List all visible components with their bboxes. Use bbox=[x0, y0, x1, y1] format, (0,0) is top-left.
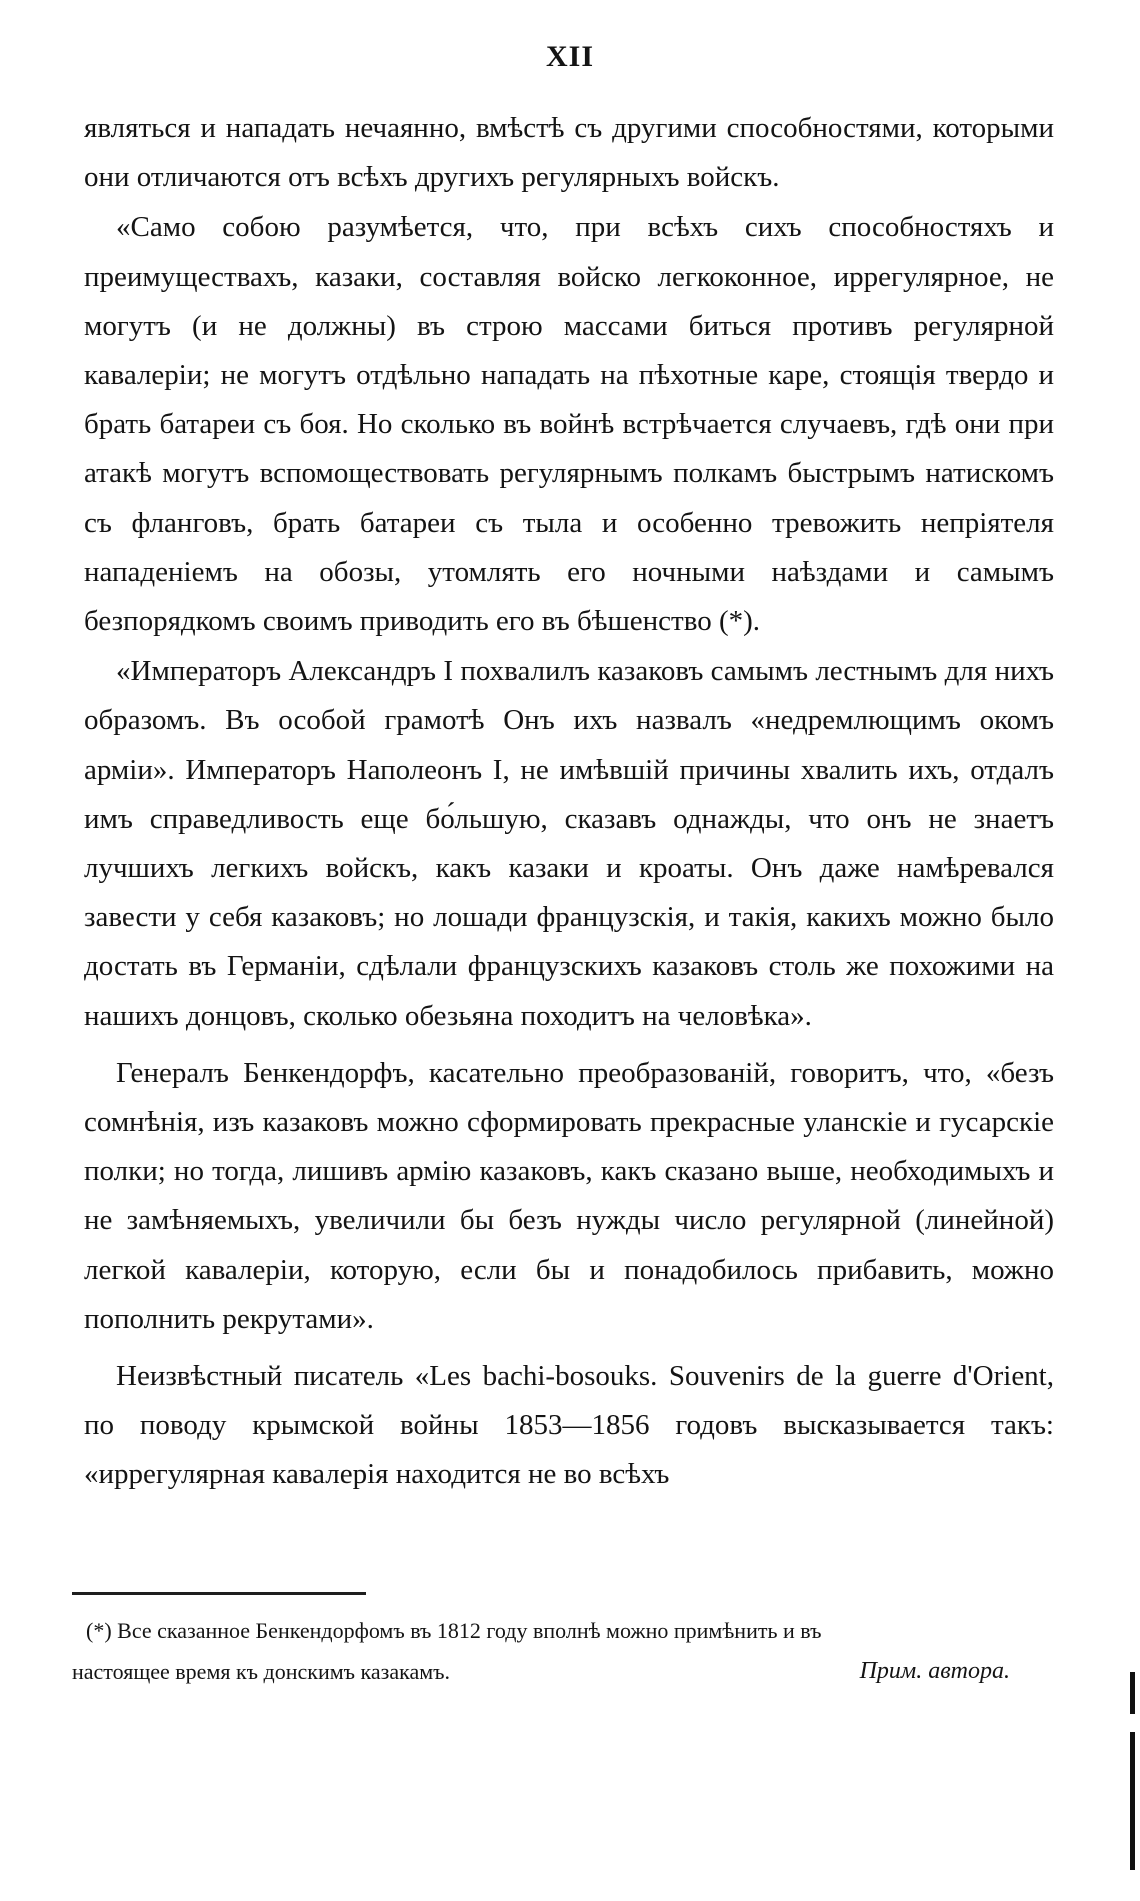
paragraph-2: «Само собою разумѣется, что, при всѣхъ сихъ способностяхъ и преимуществахъ, казаки, составляя войско легкоконное, иррегулярное, не могутъ (и не должны) въ строю массами биться противъ регулярной кавалеріи; не могутъ отдѣльно нападать на пѣхотные каре, стоящія твердо и брать батареи съ боя. Но сколько въ войнѣ встрѣчается случаевъ, гдѣ они при атакѣ могутъ вспомоществовать регулярнымъ полкамъ быстрымъ натискомъ съ фланговъ, брать батареи съ тыла и особенно тревожить непріятеля нападеніемъ на обозы, утомлять его ночными наѣздами и самымъ безпорядкомъ своимъ приводить его въ бѣшенство (*). bbox=[84, 211, 1054, 638]
footnote bbox=[72, 1610, 1054, 1692]
page-number: XII bbox=[545, 40, 594, 73]
paragraph-3: «Императоръ Александръ I похвалилъ казаковъ самымъ лестнымъ для нихъ образомъ. Въ особой грамотѣ Онъ ихъ назвалъ «недремлющимъ окомъ арміи». Императоръ Наполеонъ I, не имѣвшій причины хвалить ихъ, отдалъ имъ справедливость еще бо́льшую, сказавъ однажды, что онъ не знаетъ лучшихъ легкихъ войскъ, какъ казаки и кроаты. Онъ даже намѣревался завести у себя казаковъ; но лошади французскія, и такія, какихъ можно было достать въ Германіи, сдѣлали французскихъ казаковъ столь же похожими на нашихъ донцовъ, сколько обезьяна походитъ на человѣка». bbox=[84, 655, 1054, 1032]
main-text bbox=[84, 104, 1054, 1501]
footnote-line-1: (*) Все сказанное Бенкендорфомъ въ 1812 году вполнѣ можно примѣнить и въ bbox=[86, 1618, 822, 1643]
paragraph-5: Неизвѣстный писатель «Les bachi-bosouks. Souvenirs de la guerre d'Orient, по поводу крымской войны 1853—1856 годовъ высказывается такъ: «иррегулярная кавалерія находится не во всѣхъ bbox=[84, 1360, 1054, 1491]
scan-edge-mark bbox=[1130, 1732, 1135, 1870]
paragraph-4: Генералъ Бенкендорфъ, касательно преобразованій, говоритъ, что, «безъ сомнѣнія, изъ казаковъ можно сформировать прекрасные уланскіе и гусарскіе полки; но тогда, лишивъ армію казаковъ, какъ сказано выше, необходимыхъ и не замѣняемыхъ, увеличили бы безъ нужды число регулярной (линейной) легкой кавалеріи, которую, если бы и понадобилось прибавить, можно пополнить рекрутами». bbox=[84, 1056, 1054, 1335]
paragraph-1: являться и нападать нечаянно, вмѣстѣ съ другими способностями, которыми они отличаются отъ всѣхъ другихъ регулярныхъ войскъ. bbox=[84, 112, 1054, 194]
footnote-signature: Прим. автора. bbox=[859, 1658, 1010, 1684]
footnote-divider bbox=[72, 1592, 366, 1595]
scan-edge-mark bbox=[1130, 1672, 1135, 1714]
footnote-line-2: настоящее время къ донскимъ казакамъ. bbox=[72, 1659, 451, 1684]
